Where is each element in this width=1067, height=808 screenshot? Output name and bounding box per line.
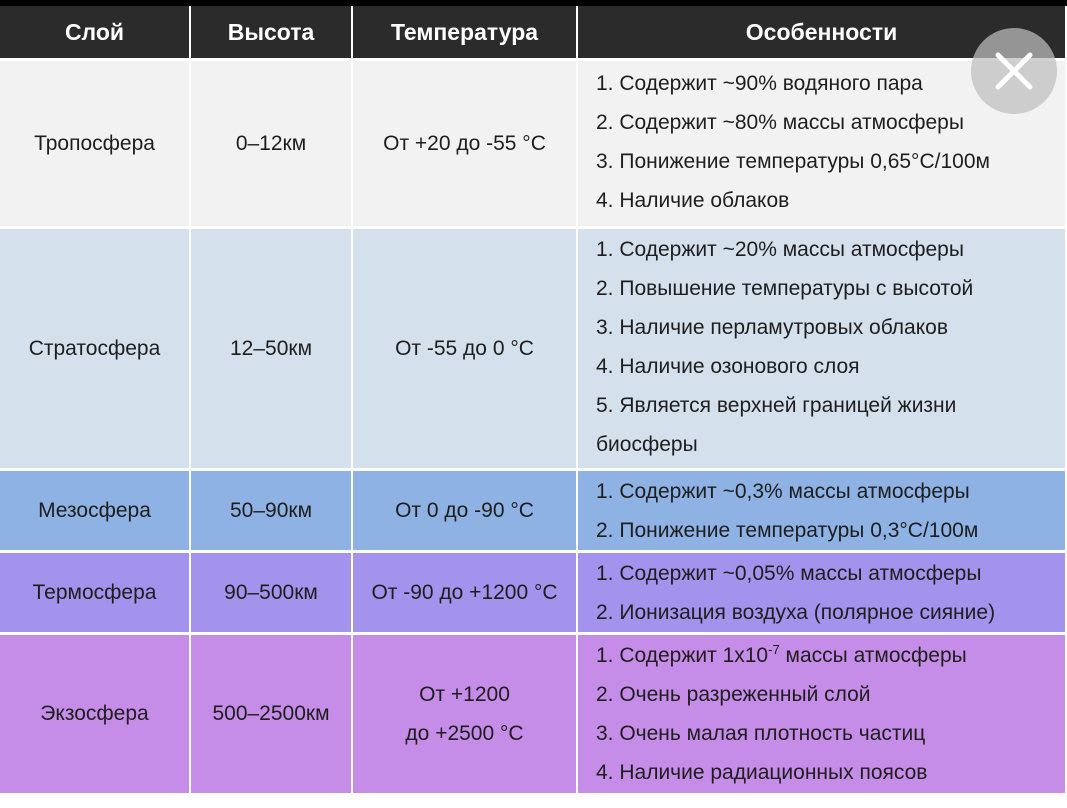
- layer-name: Мезосфера: [0, 470, 190, 552]
- table-row-troposphere: [0, 60, 1065, 228]
- table-row-mesosphere: [0, 470, 1065, 552]
- table-row-thermosphere: [0, 552, 1065, 634]
- feature-item: 1. Содержит ~90% водяного пара: [596, 72, 923, 95]
- feature-item: 3. Наличие перламутровых облаков: [596, 316, 948, 339]
- close-icon: [992, 49, 1036, 93]
- feature-item: 1. Содержит ~0,05% массы атмосферы: [596, 562, 982, 585]
- close-button[interactable]: [971, 28, 1057, 114]
- layer-height: 50–90км: [190, 470, 352, 552]
- feature-item: 2. Повышение температуры с высотой: [596, 277, 974, 300]
- layer-name: Стратосфера: [0, 228, 190, 470]
- feature-item: 1. Содержит ~20% массы атмосферы: [596, 238, 964, 261]
- temperature-line: до +2500 °С: [405, 722, 524, 745]
- layer-temperature: От -90 до +1200 °С: [352, 552, 577, 634]
- layer-features: [577, 228, 1065, 470]
- temperature-line: От +1200: [419, 683, 510, 706]
- feature-item: 2. Ионизация воздуха (полярное сияние): [596, 601, 996, 624]
- layer-height: 500–2500км: [190, 634, 352, 794]
- layer-temperature: От +20 до -55 °С: [352, 60, 577, 228]
- layer-features: [577, 552, 1065, 634]
- feature-item: 1. Содержит ~0,3% массы атмосферы: [596, 480, 970, 503]
- layer-height: 90–500км: [190, 552, 352, 634]
- layer-features: [577, 634, 1065, 794]
- header-temperature: Температура: [352, 6, 577, 60]
- feature-item: 2. Содержит ~80% массы атмосферы: [596, 111, 964, 134]
- layer-temperature: От -55 до 0 °С: [352, 228, 577, 470]
- feature-item: 3. Понижение температуры 0,65°С/100м: [596, 150, 990, 173]
- layer-name: Экзосфера: [0, 634, 190, 794]
- layer-height: 12–50км: [190, 228, 352, 470]
- feature-item: 3. Очень малая плотность частиц: [596, 722, 926, 745]
- feature-item: [596, 636, 1051, 675]
- feature-item: 2. Очень разреженный слой: [596, 683, 871, 706]
- feature-text: 1. Содержит 1х10: [596, 644, 769, 667]
- feature-text: массы атмосферы: [779, 644, 967, 667]
- layer-name: Термосфера: [0, 552, 190, 634]
- feature-item: 2. Понижение температуры 0,3°С/100м: [596, 519, 979, 542]
- header-layer: Слой: [0, 6, 190, 60]
- feature-item: 5. Является верхней границей жизни: [596, 394, 957, 417]
- table-row-stratosphere: [0, 228, 1065, 470]
- feature-item: 4. Наличие радиационных поясов: [596, 761, 928, 784]
- atmosphere-layers-table: [0, 6, 1065, 793]
- table-header-row: [0, 6, 1065, 60]
- header-features: Особенности: [577, 6, 1065, 60]
- layer-height: 0–12км: [190, 60, 352, 228]
- layer-temperature: [352, 634, 577, 794]
- feature-exponent: -7: [768, 642, 780, 657]
- header-height: Высота: [190, 6, 352, 60]
- atmosphere-table-container: [0, 6, 1067, 793]
- feature-item: 4. Наличие озонового слоя: [596, 355, 860, 378]
- table-row-exosphere: [0, 634, 1065, 794]
- feature-item: 4. Наличие облаков: [596, 189, 790, 212]
- layer-name: Тропосфера: [0, 60, 190, 228]
- layer-features: [577, 470, 1065, 552]
- layer-temperature: От 0 до -90 °С: [352, 470, 577, 552]
- feature-item-continuation: биосферы: [596, 433, 698, 456]
